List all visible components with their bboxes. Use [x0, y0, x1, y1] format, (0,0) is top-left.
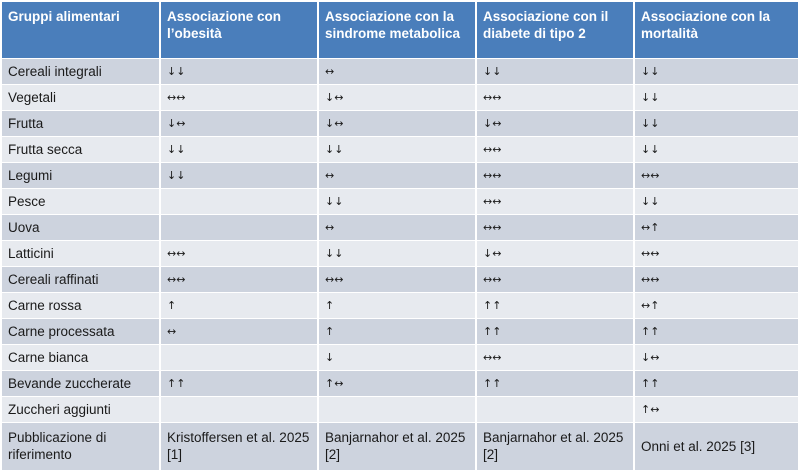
table-row — [2, 240, 798, 266]
food-group-cell: Zuccheri aggiunti — [2, 396, 160, 422]
obesity-cell: ↔↔ — [160, 240, 318, 266]
table-row — [2, 344, 798, 370]
table-row — [2, 214, 798, 240]
obesity-cell: ↑↑ — [160, 370, 318, 396]
food-group-cell: Cereali raffinati — [2, 266, 160, 292]
food-group-cell: Carne rossa — [2, 292, 160, 318]
mortality-cell: ↑↔ — [634, 396, 798, 422]
reference-row — [2, 422, 798, 470]
diabetes-cell: ↔↔ — [476, 214, 634, 240]
obesity-cell: ↓↔ — [160, 110, 318, 136]
diabetes-cell: ↔↔ — [476, 136, 634, 162]
mortality-cell: ↔↔ — [634, 266, 798, 292]
metabolic-syndrome-cell — [318, 396, 476, 422]
obesity-cell: ↔ — [160, 318, 318, 344]
obesity-cell: ↓↓ — [160, 162, 318, 188]
table-row — [2, 58, 798, 84]
metabolic-syndrome-cell: ↔ — [318, 162, 476, 188]
header-food-groups: Gruppi alimentari — [2, 2, 160, 58]
diabetes-cell: ↔↔ — [476, 188, 634, 214]
mortality-cell: ↑↑ — [634, 370, 798, 396]
mortality-cell: ↔↔ — [634, 240, 798, 266]
metabolic-syndrome-cell: ↓↔ — [318, 84, 476, 110]
mortality-cell: ↓↔ — [634, 344, 798, 370]
mortality-cell: ↓↓ — [634, 58, 798, 84]
metabolic-syndrome-cell: ↔↔ — [318, 266, 476, 292]
table-row — [2, 370, 798, 396]
reference-metabolic-syndrome: Banjarnahor et al. 2025 [2] — [318, 422, 476, 470]
table-row — [2, 318, 798, 344]
diabetes-cell — [476, 396, 634, 422]
mortality-cell: ↑↑ — [634, 318, 798, 344]
header-metabolic-syndrome: Associazione con la sindrome metabolica — [318, 2, 476, 58]
obesity-cell: ↔↔ — [160, 84, 318, 110]
table-row — [2, 136, 798, 162]
metabolic-syndrome-cell: ↓↓ — [318, 188, 476, 214]
food-group-cell: Frutta secca — [2, 136, 160, 162]
food-group-cell: Frutta — [2, 110, 160, 136]
table-row — [2, 396, 798, 422]
diabetes-cell: ↑↑ — [476, 292, 634, 318]
diabetes-cell: ↓↓ — [476, 58, 634, 84]
metabolic-syndrome-cell: ↑↔ — [318, 370, 476, 396]
food-group-cell: Pesce — [2, 188, 160, 214]
reference-mortality: Onni et al. 2025 [3] — [634, 422, 798, 470]
obesity-cell — [160, 344, 318, 370]
obesity-cell: ↑ — [160, 292, 318, 318]
diabetes-cell: ↑↑ — [476, 370, 634, 396]
table-row — [2, 188, 798, 214]
food-group-cell: Latticini — [2, 240, 160, 266]
table-header — [2, 2, 798, 58]
food-group-cell: Legumi — [2, 162, 160, 188]
food-group-cell: Carne bianca — [2, 344, 160, 370]
obesity-cell — [160, 396, 318, 422]
metabolic-syndrome-cell: ↑ — [318, 318, 476, 344]
mortality-cell: ↔↑ — [634, 292, 798, 318]
food-group-cell: Carne processata — [2, 318, 160, 344]
metabolic-syndrome-cell: ↔ — [318, 214, 476, 240]
header-type2-diabetes: Associazione con il diabete di tipo 2 — [476, 2, 634, 58]
mortality-cell: ↓↓ — [634, 110, 798, 136]
diabetes-cell: ↔↔ — [476, 84, 634, 110]
table-row — [2, 162, 798, 188]
diabetes-cell: ↔↔ — [476, 266, 634, 292]
food-group-cell: Uova — [2, 214, 160, 240]
mortality-cell: ↔↑ — [634, 214, 798, 240]
mortality-cell: ↓↓ — [634, 188, 798, 214]
metabolic-syndrome-cell: ↔ — [318, 58, 476, 84]
diabetes-cell: ↓↔ — [476, 240, 634, 266]
metabolic-syndrome-cell: ↓↔ — [318, 110, 476, 136]
obesity-cell: ↔↔ — [160, 266, 318, 292]
obesity-cell — [160, 188, 318, 214]
table-row — [2, 266, 798, 292]
table-body — [2, 58, 798, 470]
food-group-cell: Vegetali — [2, 84, 160, 110]
obesity-cell: ↓↓ — [160, 136, 318, 162]
table-row — [2, 110, 798, 136]
header-obesity: Associazione con l’obesità — [160, 2, 318, 58]
reference-label: Pubblicazione di riferimento — [2, 422, 160, 470]
header-row — [2, 2, 798, 58]
food-group-cell: Bevande zuccherate — [2, 370, 160, 396]
reference-obesity: Kristoffersen et al. 2025 [1] — [160, 422, 318, 470]
mortality-cell: ↓↓ — [634, 136, 798, 162]
table-row — [2, 292, 798, 318]
diabetes-cell: ↑↑ — [476, 318, 634, 344]
metabolic-syndrome-cell: ↑ — [318, 292, 476, 318]
metabolic-syndrome-cell: ↓ — [318, 344, 476, 370]
metabolic-syndrome-cell: ↓↓ — [318, 240, 476, 266]
header-mortality: Associazione con la mortalità — [634, 2, 798, 58]
obesity-cell: ↓↓ — [160, 58, 318, 84]
mortality-cell: ↓↓ — [634, 84, 798, 110]
mortality-cell: ↔↔ — [634, 162, 798, 188]
food-group-cell: Cereali integrali — [2, 58, 160, 84]
diabetes-cell: ↔↔ — [476, 162, 634, 188]
obesity-cell — [160, 214, 318, 240]
metabolic-syndrome-cell: ↓↓ — [318, 136, 476, 162]
reference-diabetes: Banjarnahor et al. 2025 [2] — [476, 422, 634, 470]
diabetes-cell: ↓↔ — [476, 110, 634, 136]
table-row — [2, 84, 798, 110]
association-table — [2, 2, 798, 470]
diabetes-cell: ↔↔ — [476, 344, 634, 370]
